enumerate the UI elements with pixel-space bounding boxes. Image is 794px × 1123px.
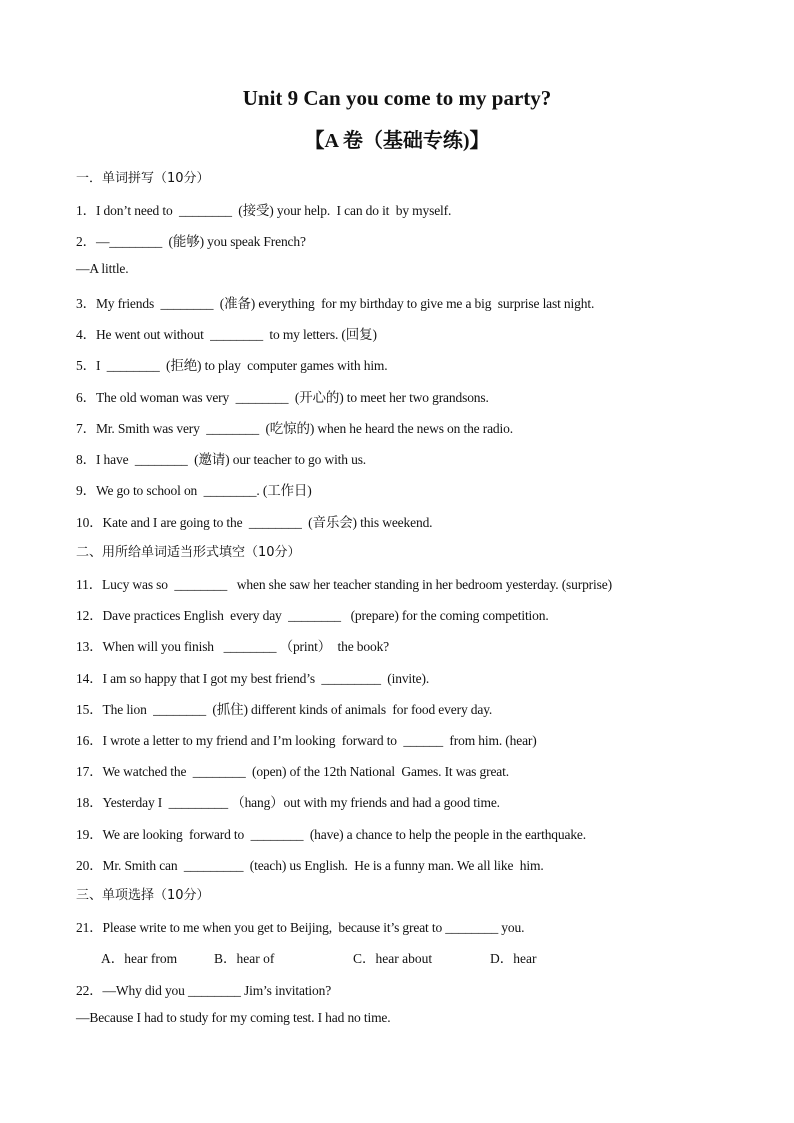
question-14: 14．I am so happy that I got my best friend’s _________ (invite).	[76, 671, 430, 686]
question-11: 11．Lucy was so ________ when she saw her teacher standing in her bedroom yesterday. (surprise)	[76, 577, 612, 592]
question-6: 6．The old woman was very ________ (开心的) to meet her two grandsons.	[76, 390, 489, 405]
option-c: C．hear about	[353, 951, 433, 966]
question-10: 10．Kate and I are going to the ________ (音乐会) this weekend.	[76, 515, 433, 530]
question-13: 13．When will you finish ________ （print） the book?	[76, 639, 390, 654]
option-a: A．hear from	[101, 951, 178, 966]
question-15: 15．The lion ________ (抓住) different kinds of animals for food every day.	[76, 702, 493, 717]
question-12: 12．Dave practices English every day ________ (prepare) for the coming competition.	[76, 608, 549, 623]
question-9: 9．We go to school on ________. (工作日)	[76, 483, 312, 498]
question-18: 18．Yesterday I _________ （hang）out with my friends and had a good time.	[76, 795, 500, 810]
question-7: 7．Mr. Smith was very ________ (吃惊的) when he heard the news on the radio.	[76, 421, 513, 436]
question-19: 19．We are looking forward to ________ (have) a chance to help the people in the earthquake.	[76, 827, 587, 842]
question-8: 8．I have ________ (邀请) our teacher to go with us.	[76, 452, 367, 467]
question-4: 4．He went out without ________ to my letters. (回复)	[76, 327, 377, 342]
section-heading-fill-in: 二、用所给单词适当形式填空（10分）	[76, 545, 301, 560]
question-2: 2．—________ (能够) you speak French?	[76, 234, 306, 249]
question-5: 5．I ________ (拒绝) to play computer games with him.	[76, 358, 388, 373]
question-2-answer: —A little.	[76, 261, 129, 276]
question-16: 16．I wrote a letter to my friend and I’m looking forward to ______ from him. (hear)	[76, 733, 537, 748]
question-22: 22．—Why did you ________ Jim’s invitation?	[76, 983, 332, 998]
question-17: 17．We watched the ________ (open) of the 12th National Games. It was great.	[76, 764, 509, 779]
section-heading-multiple-choice: 三、单项选择（10分）	[76, 888, 210, 903]
question-20: 20．Mr. Smith can _________ (teach) us English. He is a funny man. We all like him.	[76, 858, 544, 873]
option-d: D．hear	[490, 951, 537, 966]
option-b: B．hear of	[214, 951, 275, 966]
question-1: 1．I don’t need to ________ (接受) your help. I can do it by myself.	[76, 203, 452, 218]
section-heading-spelling: 一．单词拼写（10分）	[76, 171, 210, 186]
question-3: 3．My friends ________ (准备) everything for my birthday to give me a big surprise last night.	[76, 296, 595, 311]
question-22-answer: —Because I had to study for my coming test. I had no time.	[76, 1010, 391, 1025]
question-21: 21．Please write to me when you get to Beijing, because it’s great to ________ you.	[76, 920, 525, 935]
page-title: Unit 9 Can you come to my party?	[242, 86, 552, 110]
page-subtitle: 【A 卷（基础专练)】	[304, 130, 490, 152]
